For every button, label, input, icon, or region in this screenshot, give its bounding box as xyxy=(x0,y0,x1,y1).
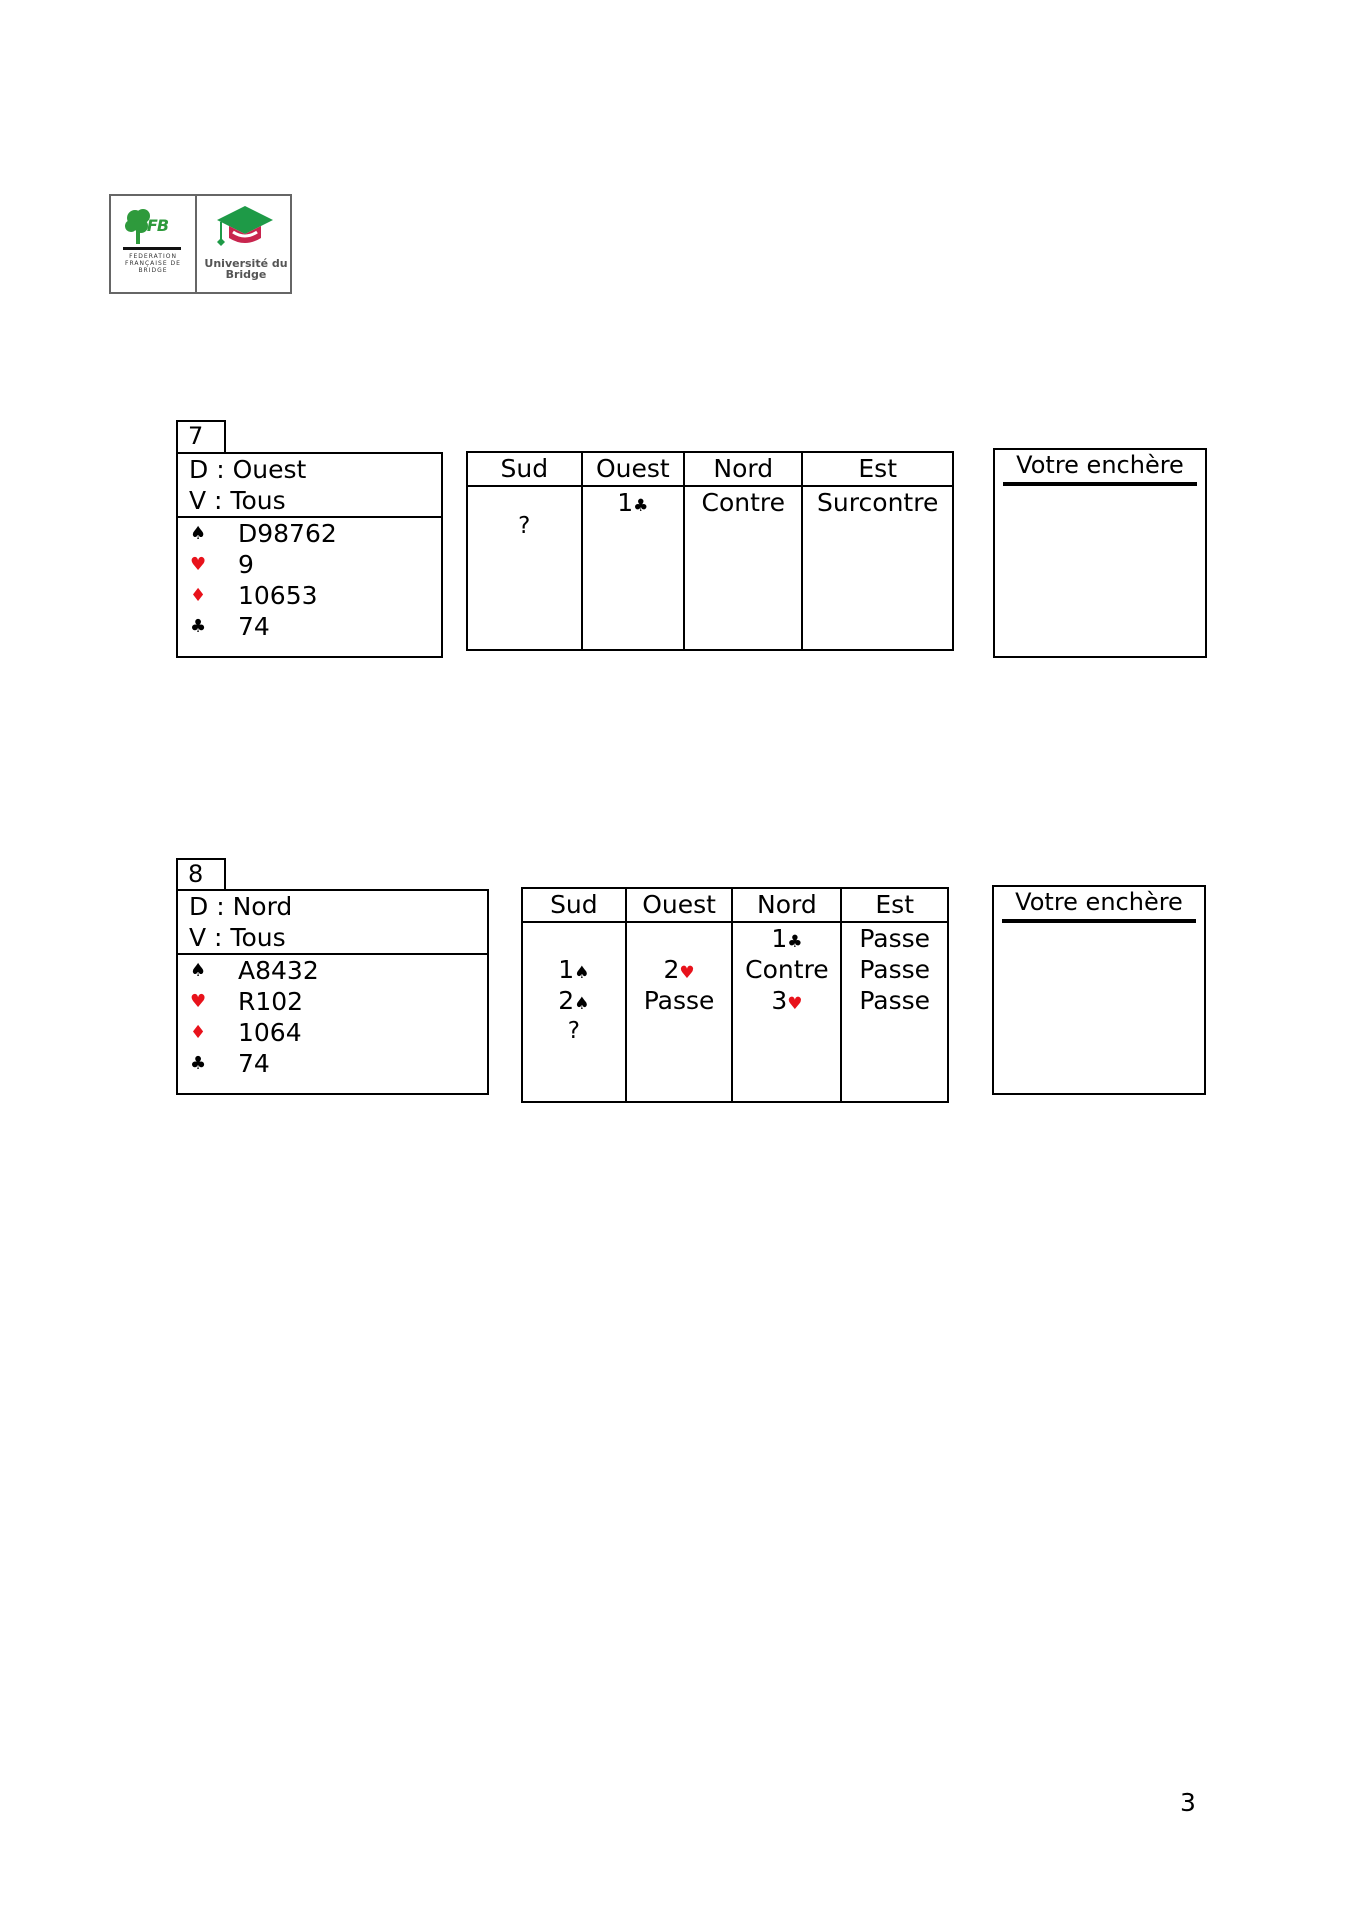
bid-passe: Passe xyxy=(643,986,715,1015)
diamond-icon: ♦ xyxy=(190,1022,207,1043)
bid-1-spade: 1♠ xyxy=(558,955,590,984)
deal-info xyxy=(178,454,441,518)
answer-box-rule xyxy=(1002,919,1196,923)
header-ouest: Ouest xyxy=(582,452,685,486)
bid-contre: Contre xyxy=(745,955,829,984)
header-nord: Nord xyxy=(684,452,802,486)
spade-icon: ♠ xyxy=(190,523,207,544)
ffb-divider xyxy=(123,247,181,250)
universite-logo xyxy=(197,196,290,292)
heart-cards: R102 xyxy=(238,987,304,1016)
page-number: 3 xyxy=(1180,1788,1196,1817)
column-nord xyxy=(732,922,841,1102)
column-est xyxy=(841,922,948,1102)
bid-question: ? xyxy=(567,1018,580,1044)
header-sud: Sud xyxy=(467,452,582,486)
diamond-icon: ♦ xyxy=(190,585,207,606)
header-ouest: Ouest xyxy=(626,888,733,922)
answer-box-8[interactable] xyxy=(992,885,1206,1095)
vulnerability-line: V : Tous xyxy=(189,486,286,515)
universite-text: Université du Bridge xyxy=(204,257,288,281)
bid-1-club: 1♣ xyxy=(617,488,649,517)
dealer-line: D : Nord xyxy=(189,892,293,921)
bid-question: ? xyxy=(518,513,531,539)
header-est: Est xyxy=(841,888,948,922)
bidding-table-7 xyxy=(466,451,954,651)
header-nord: Nord xyxy=(732,888,841,922)
club-holding xyxy=(178,611,441,642)
heart-icon: ♥ xyxy=(190,554,207,575)
heart-icon: ♥ xyxy=(190,991,207,1012)
diamond-holding xyxy=(178,580,441,611)
column-nord xyxy=(684,486,802,650)
vulnerability-line: V : Tous xyxy=(189,923,286,952)
ffb-subtitle: FEDERATION FRANÇAISE DE BRIDGE xyxy=(125,253,181,274)
deal-hand-box-8 xyxy=(176,889,489,1095)
answer-box-title: Votre enchère xyxy=(1016,451,1184,479)
answer-box-rule xyxy=(1003,482,1197,486)
column-sud xyxy=(522,922,626,1102)
deal-hand-box-7 xyxy=(176,452,443,658)
heart-holding xyxy=(178,986,487,1017)
bidding-body xyxy=(467,486,953,650)
header-sud: Sud xyxy=(522,888,626,922)
bid-1-club: 1♣ xyxy=(771,924,803,953)
bidding-header xyxy=(522,888,948,922)
column-ouest xyxy=(626,922,733,1102)
spade-icon: ♠ xyxy=(190,960,207,981)
ffb-mark: FFB xyxy=(137,216,169,235)
header-est: Est xyxy=(802,452,953,486)
answer-box-title: Votre enchère xyxy=(1015,888,1183,916)
club-icon: ♣ xyxy=(190,1053,207,1074)
club-cards: 74 xyxy=(238,612,270,641)
bidding-header xyxy=(467,452,953,486)
graduation-cap-icon xyxy=(215,202,275,256)
column-ouest xyxy=(582,486,685,650)
deal-number-8: 8 xyxy=(176,858,226,892)
deal-number-7: 7 xyxy=(176,420,226,454)
bidding-table-8 xyxy=(521,887,949,1103)
diamond-holding xyxy=(178,1017,487,1048)
club-holding xyxy=(178,1048,487,1079)
bid-3-heart: 3♥ xyxy=(771,986,803,1015)
bid-2-spade: 2♠ xyxy=(558,986,590,1015)
ffb-logo xyxy=(111,196,197,292)
diamond-cards: 1064 xyxy=(238,1018,302,1047)
answer-box-7[interactable] xyxy=(993,448,1207,658)
bid-contre: Contre xyxy=(701,488,786,517)
bid-surcontre: Surcontre xyxy=(817,488,939,517)
deal-info xyxy=(178,891,487,955)
dealer-line: D : Ouest xyxy=(189,455,307,484)
club-cards: 74 xyxy=(238,1049,270,1078)
heart-holding xyxy=(178,549,441,580)
club-icon: ♣ xyxy=(190,616,207,637)
column-sud xyxy=(467,486,582,650)
bid-passe: Passe xyxy=(859,924,931,953)
bid-passe: Passe xyxy=(859,955,931,984)
heart-cards: 9 xyxy=(238,550,254,579)
ffb-universite-logo xyxy=(109,194,292,294)
bidding-body xyxy=(522,922,948,1102)
spade-cards: D98762 xyxy=(238,519,337,548)
spade-cards: A8432 xyxy=(238,956,319,985)
bid-2-heart: 2♥ xyxy=(663,955,695,984)
column-est xyxy=(802,486,953,650)
diamond-cards: 10653 xyxy=(238,581,318,610)
bid-passe: Passe xyxy=(859,986,931,1015)
spade-holding xyxy=(178,955,487,986)
spade-holding xyxy=(178,518,441,549)
